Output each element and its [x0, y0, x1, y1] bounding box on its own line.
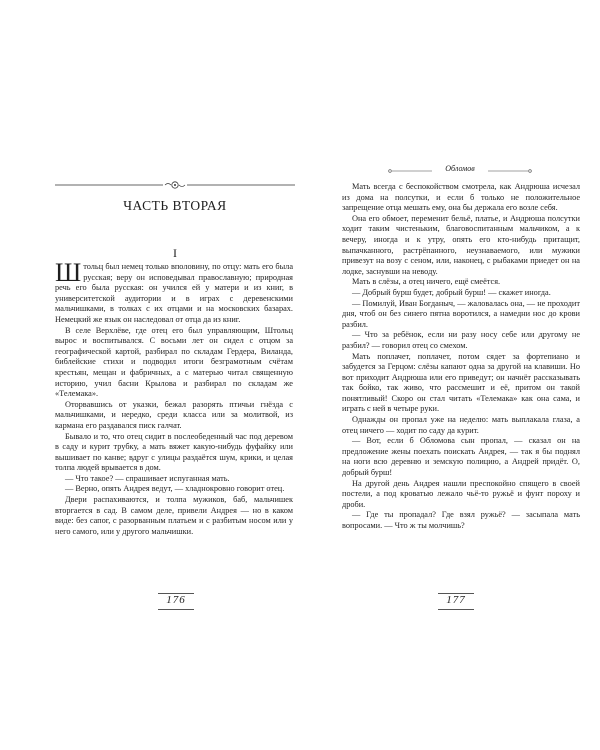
paragraph: Она его обмоет, переменит бельё, платье, и Андрюша полсутки ходит таким чистеньким, благовоспитанным мальчиком, а к вечеру, иногда и к утру, опять его кто-нибудь притащит, выпачканного, растрёпанного, неузнаваемого, или мужики привезут на возу с сеном, или, наконец, с рыбаками приедет он на лодке, заснувши на неводу. [342, 213, 580, 276]
right-body-text [342, 182, 580, 532]
drop-cap: Ш [55, 258, 82, 287]
paragraph: Бывало и то, что отец сидит в послеобеденный час под деревом в саду и курит трубку, а мать вяжет какую-нибудь фуфайку или вышивает по канве; вдруг с улицы раздаётся шум, крики, и целая толпа людей врывается в дом. [55, 431, 293, 473]
paragraph: — Верно, опять Андрея ведут, — хладнокровно говорит отец. [65, 484, 285, 494]
paragraph: В селе Верхлёве, где отец его был управляющим, Штольц вырос и воспитывался. С восьми лет он сидел с отцом за географической картой, разбирал по складам Гердера, Виланда, библейские стихи и подводил итоги безграмотным счётам крестьян, мещан и фабричных, а с матерью читал священную историю, учил басни Крылова и разбирал по складам же «Телемака». [55, 325, 293, 399]
paragraph: Однажды он пропал уже на неделю: мать выплакала глаза, а отец ничего — ходит по саду да курит. [342, 415, 580, 435]
ornament-divider-icon [55, 178, 295, 192]
paragraph: — Добрый бурш будет, добрый бурш! — скажет иногда. [352, 287, 551, 297]
paragraph [55, 258, 293, 326]
chapter-title: ЧАСТЬ ВТОРАЯ [123, 198, 227, 213]
paragraph: — Где ты пропадал? Где взял ружьё? — засыпала мать вопросами. — Что ж ты молчишь? [342, 510, 580, 530]
folio-rule-bottom [158, 609, 194, 610]
page-number-left [146, 594, 206, 614]
paragraph: — Вот, если б Обломова сын пропал, — сказал он на предложение жены поехать поискать Андрея, — так я бы поднял на ноги всю деревню и земскую полицию, а Андрей придёт. О, добрый бурш! [342, 436, 580, 478]
folio-rule-bottom [438, 609, 474, 610]
folio-rule-top [158, 593, 194, 594]
paragraph: — Помилуй, Иван Богданыч, — жаловалась она, — не проходит дня, чтоб он без синего пятна воротился, а намедни нос до крови разбил. [342, 298, 580, 329]
section-numeral: I [173, 246, 177, 260]
paragraph: Мать всегда с беспокойством смотрела, как Андрюша исчезал из дома на полсутки, и если б только не положительное запрещение отца мешать ему, она бы держала его возле себя. [342, 182, 580, 213]
right-page [300, 0, 600, 750]
running-head-title: Обломов [445, 164, 475, 173]
paragraph: — Что такое? — спрашивает испуганная мать. [65, 473, 230, 483]
paragraph: Двери распахиваются, и толпа мужиков, баб, мальчишек вторгается в сад. В самом деле, привели Андрея — но в каком виде: без сапог, с разорванным платьем и с разбитым носом или у него самого, или у другого мальчишки. [55, 495, 293, 536]
paragraph: На другой день Андрея нашли преспокойно спящего в своей постели, а под кроватью лежало чьё-то ружьё и фунт пороху и дроби. [342, 478, 580, 509]
paragraph: Мать поплачет, поплачет, потом сядет за фортепиано и забудется за Герцом: слёзы капают одна за другой на клавиши. Но вот приходит Андрюша или его приведут; он начнёт рассказывать так бойко, так живо, что рассмешит и её, притом он такой понятливый! Скоро он стал читать «Телемака» как она сама, и играть с ней в четыре руки. [342, 351, 580, 414]
folio-rule-top [438, 593, 474, 594]
page-number-right [426, 594, 486, 614]
left-body-text [55, 258, 293, 537]
paragraph: Оторвавшись от указки, бежал разорять птичьи гнёзда с мальчишками, и нередко, среди класса или за молитвой, из кармана его раздавался писк галчат. [55, 399, 293, 430]
page-number-text: 176 [166, 594, 186, 606]
running-head [330, 164, 590, 178]
paragraph-text: тольц был немец только вполовину, по отцу: мать его была русская; веру он исповедывал православную; природная речь его была русская: он учился ей у матери и из книг, в университетской аудитории и в играх с деревенскими мальчишками, в толках с их отцами и на московских базарах. Немецкий же язык он наследовал от отца да из книг. [55, 262, 293, 324]
paragraph: — Что за ребёнок, если ни разу носу себе или другому не разбил? — говорил отец со смехом. [342, 330, 580, 350]
paragraph: Мать в слёзы, а отец ничего, ещё смеётся. [352, 277, 501, 287]
page-number-text: 177 [446, 594, 466, 606]
